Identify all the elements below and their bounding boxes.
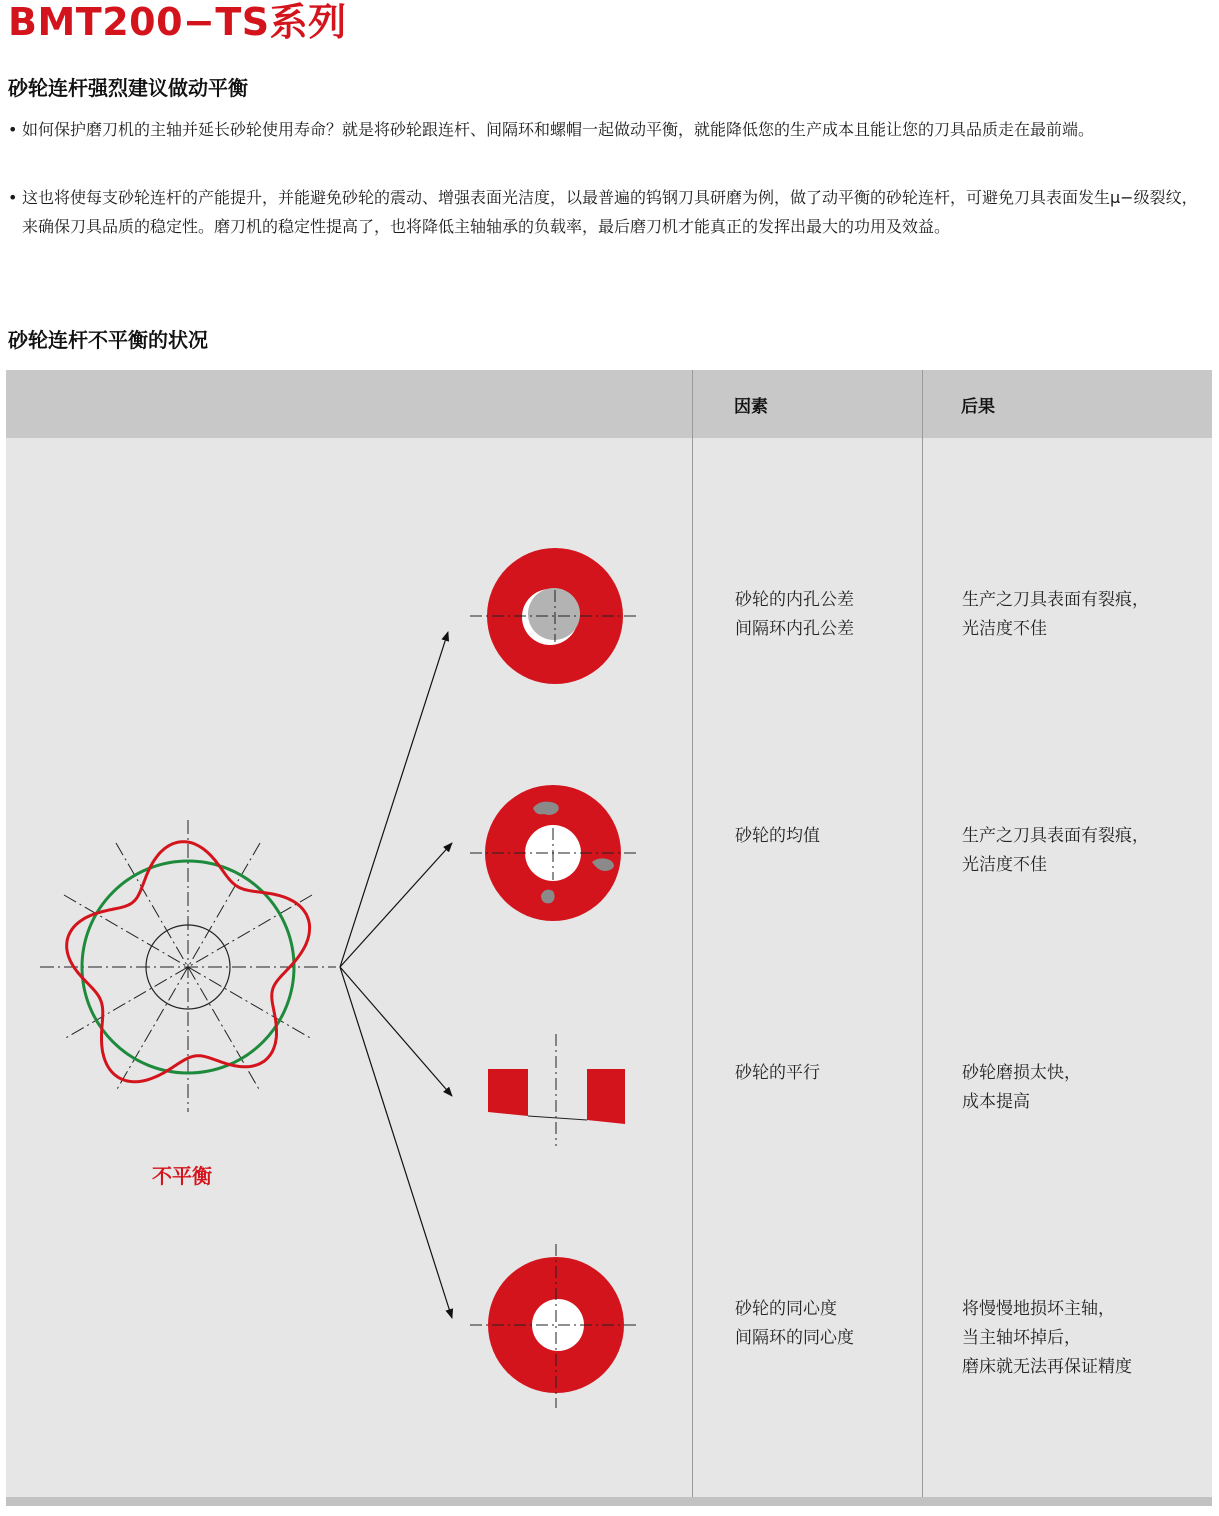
- result-line: 生产之刀具表面有裂痕，: [962, 590, 1149, 610]
- unbalanced-wheel-drawing: [40, 820, 336, 1112]
- factor-line: 间隔环的同心度: [735, 1328, 854, 1348]
- result-line: 光洁度不佳: [962, 619, 1047, 639]
- ring-bore-tolerance: [470, 548, 640, 684]
- bullet-text: 如何保护磨刀机的主轴并延长砂轮使用寿命？就是将砂轮跟连杆、间隔环和螺帽一起做动平衡，就能降低您的生产成本且能让您的刀具品质走在最前端。: [22, 120, 1095, 139]
- ring-concentricity: [470, 1244, 640, 1408]
- factor-line: 砂轮的平行: [735, 1063, 820, 1083]
- result-line: 磨床就无法再保证精度: [962, 1357, 1132, 1377]
- result-line: 生产之刀具表面有裂痕，: [962, 826, 1149, 846]
- column-header-result: 后果: [961, 397, 995, 417]
- section-heading-unbalance: 砂轮连杆不平衡的状况: [8, 328, 208, 352]
- factor-line: 砂轮的均值: [735, 826, 820, 846]
- result-line: 砂轮磨损太快，: [962, 1063, 1081, 1083]
- bullet-dot: •: [8, 188, 18, 207]
- factor-line: 砂轮的内孔公差: [735, 590, 854, 610]
- ring-parallelism: [488, 1034, 625, 1146]
- arrows: [340, 632, 452, 1318]
- result-line: 光洁度不佳: [962, 855, 1047, 875]
- page-title: BMT200−TS系列: [8, 0, 347, 44]
- bullet-dot: •: [8, 120, 18, 139]
- unbalanced-label: 不平衡: [152, 1164, 212, 1188]
- bullet-text: 这也将使每支砂轮连杆的产能提升，并能避免砂轮的震动、增强表面光洁度，以最普遍的钨钢刀具研磨为例，做了动平衡的砂轮连杆，可避免刀具表面发生μ−级裂纹，来确保刀具品质的稳定性。磨刀机的稳定性提高了，也将降低主轴轴承的负载率，最后磨刀机才能真正的发挥出最大的功用及效益。: [22, 188, 1198, 236]
- factor-line: 砂轮的同心度: [735, 1299, 837, 1319]
- factor-line: 间隔环内孔公差: [735, 619, 854, 639]
- result-line: 当主轴坏掉后，: [962, 1328, 1081, 1348]
- ring-uniformity: [470, 785, 640, 921]
- result-line: 将慢慢地损坏主轴，: [962, 1299, 1115, 1319]
- section-heading-balance: 砂轮连杆强烈建议做动平衡: [8, 76, 248, 100]
- column-header-factor: 因素: [734, 397, 768, 417]
- result-line: 成本提高: [962, 1092, 1030, 1112]
